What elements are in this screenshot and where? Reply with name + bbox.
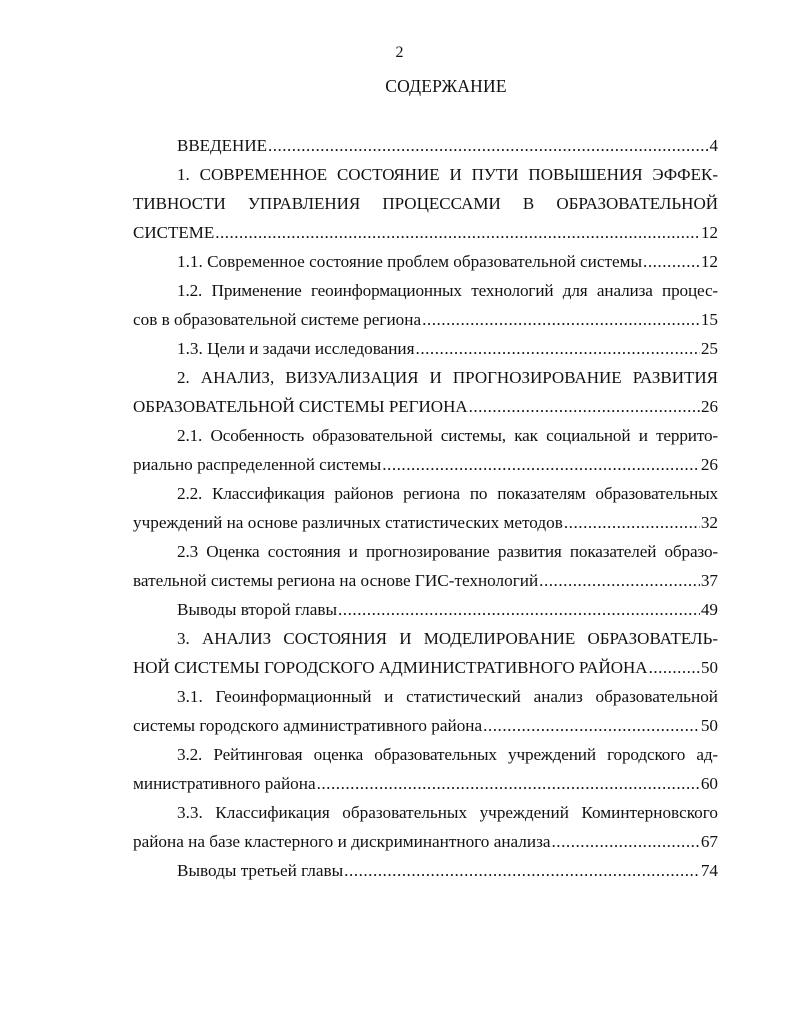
toc-page-number: 26 (700, 455, 718, 474)
toc-line: 2.1. Особенность образовательной системы, как социальной и террито- (177, 426, 718, 445)
toc-label: Выводы второй главы (177, 600, 337, 619)
toc-entry-section-3-2[interactable] (133, 740, 718, 798)
toc-label: 1.3. Цели и задачи исследования (177, 339, 415, 358)
toc-entry-section-1-3[interactable] (133, 334, 718, 363)
toc-entry-conclusions-chapter-3[interactable] (133, 856, 718, 885)
toc-leader-dots (344, 856, 700, 885)
toc-label: системы городского административного района (133, 716, 483, 735)
toc-entry-chapter-3[interactable] (133, 624, 718, 682)
toc-entry-section-2-3[interactable] (133, 537, 718, 595)
toc-page-number: 50 (700, 716, 718, 735)
toc-page-number: 60 (700, 774, 718, 793)
toc-leader-dots (215, 218, 700, 247)
toc-leader-dots (539, 566, 700, 595)
toc-entry-section-1-2[interactable] (133, 276, 718, 334)
toc-line: 3.1. Геоинформационный и статистический анализ образовательной (177, 687, 718, 706)
toc-entry-introduction[interactable] (133, 131, 718, 160)
toc-leader-dots (317, 769, 700, 798)
toc-entry-section-2-2[interactable] (133, 479, 718, 537)
toc-leader-dots (268, 131, 709, 160)
toc-label: НОЙ СИСТЕМЫ ГОРОДСКОГО АДМИНИСТРАТИВНОГО РАЙОНА (133, 658, 648, 677)
toc-label: риально распределенной системы (133, 455, 382, 474)
toc-entry-chapter-2[interactable] (133, 363, 718, 421)
toc-line: 3.3. Классификация образовательных учреждений Коминтерновского (177, 803, 718, 822)
toc-leader-dots (382, 450, 700, 479)
toc-leader-dots (469, 392, 700, 421)
toc-line: 1.2. Применение геоинформационных технологий для анализа процес- (177, 281, 718, 300)
toc-page-number: 12 (700, 252, 718, 271)
toc-page-number: 37 (700, 571, 718, 590)
toc-page-number: 15 (700, 310, 718, 329)
toc-entry-conclusions-chapter-2[interactable] (133, 595, 718, 624)
toc-line: 3.2. Рейтинговая оценка образовательных учреждений городского ад- (177, 745, 718, 764)
toc-leader-dots (649, 653, 700, 682)
toc-entry-section-1-1[interactable] (133, 247, 718, 276)
toc-line: 1. СОВРЕМЕННОЕ СОСТОЯНИЕ И ПУТИ ПОВЫШЕНИЯ ЭФФЕК- (177, 165, 718, 184)
toc-label: учреждений на основе различных статистических методов (133, 513, 563, 532)
toc-line: 2.3 Оценка состояния и прогнозирование развития показателей образо- (177, 542, 718, 561)
toc-leader-dots (422, 305, 700, 334)
toc-label: 1.1. Современное состояние проблем образовательной системы (177, 252, 643, 271)
page-title: СОДЕРЖАНИЕ (385, 76, 507, 96)
page-number: 2 (395, 44, 404, 61)
toc-line: 2.2. Классификация районов региона по показателям образовательных (177, 484, 718, 503)
toc-leader-dots (483, 711, 700, 740)
toc-entry-chapter-1[interactable] (133, 160, 718, 247)
toc-line: ТИВНОСТИ УПРАВЛЕНИЯ ПРОЦЕССАМИ В ОБРАЗОВАТЕЛЬНОЙ (133, 194, 718, 213)
toc-leader-dots (416, 334, 700, 363)
toc-label: ВВЕДЕНИЕ (177, 136, 267, 155)
toc-label: вательной системы региона на основе ГИС-технологий (133, 571, 539, 590)
toc-page-number: 12 (701, 223, 718, 242)
toc-label: СИСТЕМЕ (133, 223, 215, 242)
toc-entry-section-3-3[interactable] (133, 798, 718, 856)
toc-page-number: 32 (700, 513, 718, 532)
toc-page-number: 4 (709, 136, 718, 155)
toc-leader-dots (552, 827, 700, 856)
toc-leader-dots (643, 247, 700, 276)
toc-label: района на базе кластерного и дискриминантного анализа (133, 832, 551, 851)
toc-page-number: 67 (700, 832, 718, 851)
toc-label: министративного района (133, 774, 316, 793)
toc-page-number: 49 (700, 600, 718, 619)
toc-page-number: 50 (701, 658, 718, 677)
toc-entry-section-3-1[interactable] (133, 682, 718, 740)
toc-label: ОБРАЗОВАТЕЛЬНОЙ СИСТЕМЫ РЕГИОНА (133, 397, 468, 416)
toc-page-number: 25 (700, 339, 718, 358)
toc-label: Выводы третьей главы (177, 861, 344, 880)
toc-page-number: 74 (700, 861, 718, 880)
table-of-contents (133, 131, 718, 885)
toc-line: 3. АНАЛИЗ СОСТОЯНИЯ И МОДЕЛИРОВАНИЕ ОБРАЗОВАТЕЛЬ- (177, 629, 718, 648)
toc-line: 2. АНАЛИЗ, ВИЗУАЛИЗАЦИЯ И ПРОГНОЗИРОВАНИЕ РАЗВИТИЯ (177, 368, 718, 387)
toc-label: сов в образовательной системе региона (133, 310, 422, 329)
toc-entry-section-2-1[interactable] (133, 421, 718, 479)
toc-leader-dots (338, 595, 700, 624)
toc-leader-dots (564, 508, 700, 537)
toc-page-number: 26 (701, 397, 718, 416)
